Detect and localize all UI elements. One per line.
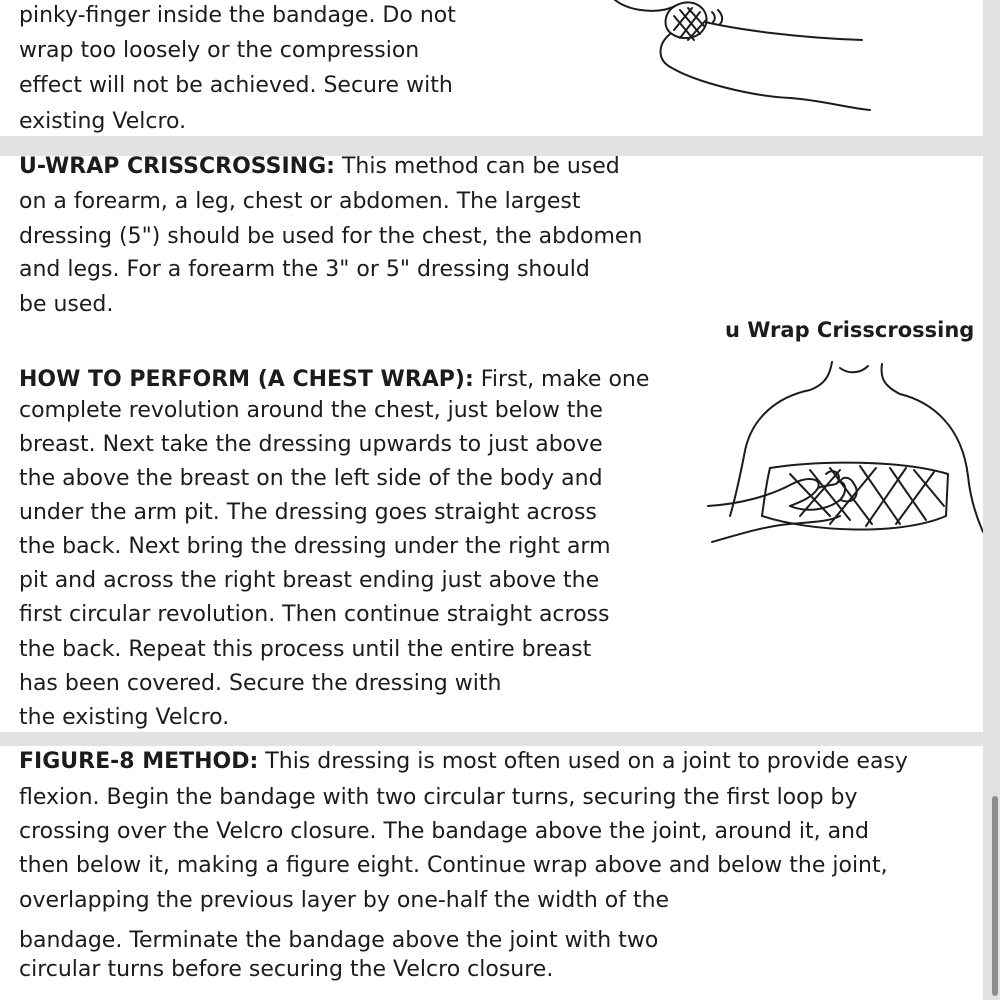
text-line: then below it, making a figure eight. Continue wrap above and below the joint, bbox=[19, 853, 888, 878]
text-span: This method can be used bbox=[334, 156, 620, 179]
text-line: the back. Next bring the dressing under the right arm bbox=[19, 534, 611, 559]
text-span: First, make one bbox=[473, 367, 650, 392]
text-line: and legs. For a forearm the 3" or 5" dressing should bbox=[19, 257, 590, 282]
scrollbar[interactable] bbox=[992, 796, 998, 996]
text-line: the existing Velcro. bbox=[19, 705, 230, 730]
text-line: wrap too loosely or the compression bbox=[19, 38, 420, 63]
text-line: pit and across the right breast ending just above the bbox=[19, 568, 600, 593]
text-line: has been covered. Secure the dressing with bbox=[19, 671, 502, 696]
chest-wrap-illustration bbox=[700, 356, 983, 596]
text-line bbox=[19, 367, 649, 393]
hand-bandage-illustration bbox=[600, 0, 890, 136]
top-section bbox=[0, 0, 983, 136]
figure-8-section bbox=[0, 746, 983, 1000]
text-line bbox=[19, 749, 908, 775]
text-line bbox=[19, 156, 620, 180]
u-wrap-section bbox=[0, 156, 983, 732]
text-line: complete revolution around the chest, just below the bbox=[19, 398, 603, 423]
text-line: pinky-finger inside the bandage. Do not bbox=[19, 3, 456, 28]
text-line: under the arm pit. The dressing goes straight across bbox=[19, 500, 597, 525]
text-line: on a forearm, a leg, chest or abdomen. The largest bbox=[19, 189, 581, 214]
text-line: breast. Next take the dressing upwards to just above bbox=[19, 432, 603, 457]
text-line: flexion. Begin the bandage with two circular turns, securing the first loop by bbox=[19, 785, 858, 810]
text-line: be used. bbox=[19, 292, 114, 317]
text-line: circular turns before securing the Velcro closure. bbox=[19, 957, 554, 982]
text-line: existing Velcro. bbox=[19, 109, 187, 134]
text-line: crossing over the Velcro closure. The bandage above the joint, around it, and bbox=[19, 819, 869, 844]
figure-caption: u Wrap Crisscrossing bbox=[725, 318, 975, 342]
text-line: the above the breast on the left side of the body and bbox=[19, 466, 603, 491]
text-line: first circular revolution. Then continue straight across bbox=[19, 602, 610, 627]
section-heading: HOW TO PERFORM (A CHEST WRAP): bbox=[19, 367, 474, 392]
text-line: effect will not be achieved. Secure with bbox=[19, 73, 453, 98]
section-heading: FIGURE-8 METHOD: bbox=[19, 749, 259, 774]
text-line: overlapping the previous layer by one-half the width of the bbox=[19, 888, 670, 913]
text-line: bandage. Terminate the bandage above the joint with two bbox=[19, 928, 659, 953]
text-span: This dressing is most often used on a joint to provide easy bbox=[258, 749, 908, 774]
text-line: dressing (5") should be used for the chest, the abdomen bbox=[19, 224, 643, 249]
section-heading: U-WRAP CRISSCROSSING: bbox=[19, 156, 335, 179]
text-line: the back. Repeat this process until the entire breast bbox=[19, 637, 592, 662]
